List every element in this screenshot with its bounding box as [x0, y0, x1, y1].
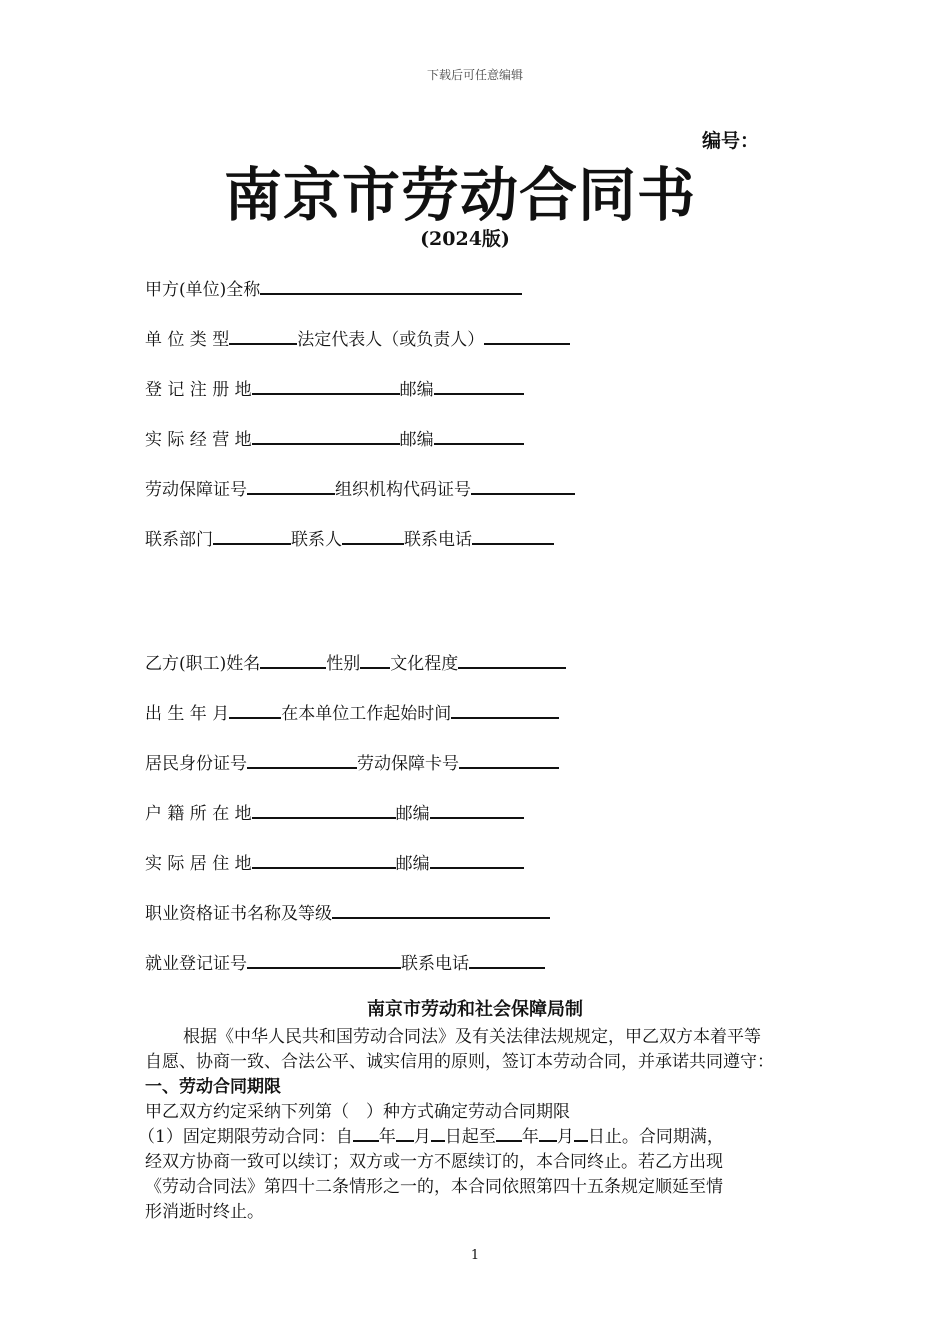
reg-postcode-label: 邮编 — [399, 380, 434, 400]
reg-address-label: 登 记 注 册 地 — [145, 380, 252, 400]
education-label: 文化程度 — [390, 654, 459, 674]
section-1-heading: 一、劳动合同期限 — [145, 1077, 281, 1097]
party-b-phone-label: 联系电话 — [401, 954, 469, 974]
birth-row — [145, 699, 559, 724]
party-b-name-blank[interactable] — [260, 653, 326, 669]
end-year-blank[interactable] — [496, 1126, 522, 1142]
intro-line-1: 根据《中华人民共和国劳动合同法》及有关法律法规规定，甲乙双方本着平等 — [183, 1027, 761, 1047]
fixed-term-row — [138, 1122, 724, 1147]
party-b-phone-blank[interactable] — [469, 953, 545, 969]
contact-person-blank[interactable] — [342, 529, 404, 545]
end-month-blank[interactable] — [539, 1126, 557, 1142]
education-blank[interactable] — [458, 653, 566, 669]
residence-blank[interactable] — [252, 853, 396, 869]
id-row — [145, 749, 559, 774]
header-note: 下载后可任意编辑 — [426, 68, 523, 82]
unit-type-label: 单 位 类 型 — [145, 330, 230, 350]
term-line-3: 《劳动合同法》第四十二条情形之一的，本合同依照第四十五条规定顺延至情 — [145, 1177, 723, 1197]
household-blank[interactable] — [252, 803, 396, 819]
qualification-row — [145, 899, 550, 924]
household-postcode-blank[interactable] — [430, 803, 524, 819]
contact-dept-label: 联系部门 — [145, 530, 213, 550]
legal-rep-blank[interactable] — [484, 329, 570, 345]
start-month-blank[interactable] — [396, 1126, 414, 1142]
section-1-line-1: 甲乙双方约定采纳下列第（ ）种方式确定劳动合同期限 — [145, 1102, 570, 1122]
op-address-label: 实 际 经 营 地 — [145, 430, 252, 450]
op-postcode-label: 邮编 — [399, 430, 434, 450]
household-row — [145, 799, 524, 824]
labor-card-label: 劳动保障卡号 — [357, 754, 459, 774]
start-year-blank[interactable] — [353, 1126, 379, 1142]
employment-reg-blank[interactable] — [247, 953, 401, 969]
id-number-label: 居民身份证号 — [145, 754, 247, 774]
unit-type-blank[interactable] — [229, 329, 297, 345]
contact-row — [145, 525, 554, 550]
legal-rep-label: 法定代表人（或负责人） — [297, 330, 485, 350]
op-address-blank[interactable] — [252, 429, 400, 445]
residence-postcode-label: 邮编 — [395, 854, 430, 874]
reg-address-row — [145, 375, 524, 400]
labor-cert-blank[interactable] — [247, 479, 335, 495]
residence-postcode-blank[interactable] — [430, 853, 524, 869]
qualification-label: 职业资格证书名称及等级 — [145, 904, 332, 924]
reg-address-blank[interactable] — [252, 379, 400, 395]
page-number: 1 — [470, 1248, 480, 1263]
start-month-label: 月 — [413, 1127, 431, 1147]
fixed-term-prefix: （1）固定期限劳动合同：自 — [138, 1127, 353, 1147]
reg-postcode-blank[interactable] — [434, 379, 524, 395]
start-time-blank[interactable] — [451, 703, 559, 719]
labor-card-blank[interactable] — [459, 753, 559, 769]
employment-reg-row — [145, 949, 545, 974]
contact-dept-blank[interactable] — [213, 529, 291, 545]
end-day-blank[interactable] — [574, 1126, 588, 1142]
term-line-4: 形消逝时终止。 — [145, 1202, 264, 1222]
party-b-name-row — [145, 649, 566, 674]
op-address-row — [145, 425, 524, 450]
start-time-label: 在本单位工作起始时间 — [281, 704, 452, 724]
gender-label: 性别 — [326, 654, 361, 674]
document-title: 南京市劳动合同书 — [223, 161, 696, 229]
contact-phone-blank[interactable] — [472, 529, 554, 545]
party-b-name-label: 乙方(职工)姓名 — [145, 654, 261, 674]
edition-label: (2024版) — [420, 228, 510, 250]
labor-cert-row — [145, 475, 575, 500]
qualification-blank[interactable] — [332, 903, 550, 919]
birth-label: 出 生 年 月 — [145, 704, 230, 724]
end-month-label: 月 — [556, 1127, 574, 1147]
id-number-blank[interactable] — [247, 753, 357, 769]
term-line-2: 经双方协商一致可以续订；双方或一方不愿续订的，本合同终止。若乙方出现 — [145, 1152, 723, 1172]
contract-number-label: 编号： — [702, 130, 760, 152]
day-from-label: 日起至 — [444, 1127, 496, 1147]
residence-label: 实 际 居 住 地 — [145, 854, 252, 874]
household-label: 户 籍 所 在 地 — [145, 804, 252, 824]
party-a-name-label: 甲方(单位)全称 — [145, 280, 261, 300]
issuing-bureau: 南京市劳动和社会保障局制 — [367, 999, 583, 1020]
org-code-blank[interactable] — [471, 479, 575, 495]
contact-phone-label: 联系电话 — [404, 530, 472, 550]
gender-blank[interactable] — [360, 653, 390, 669]
day-end-label: 日止。合同期满， — [587, 1127, 724, 1147]
contact-person-label: 联系人 — [291, 530, 342, 550]
end-year-label: 年 — [521, 1127, 539, 1147]
party-a-name-blank[interactable] — [260, 279, 522, 295]
household-postcode-label: 邮编 — [395, 804, 430, 824]
party-a-name-row — [145, 275, 522, 300]
op-postcode-blank[interactable] — [434, 429, 524, 445]
org-code-label: 组织机构代码证号 — [335, 480, 471, 500]
unit-type-row — [145, 325, 570, 350]
start-year-label: 年 — [378, 1127, 396, 1147]
labor-cert-label: 劳动保障证号 — [145, 480, 247, 500]
birth-blank[interactable] — [229, 703, 281, 719]
employment-reg-label: 就业登记证号 — [145, 954, 247, 974]
start-day-blank[interactable] — [431, 1126, 445, 1142]
intro-line-2: 自愿、协商一致、合法公平、诚实信用的原则，签订本劳动合同，并承诺共同遵守： — [145, 1052, 774, 1072]
residence-row — [145, 849, 524, 874]
